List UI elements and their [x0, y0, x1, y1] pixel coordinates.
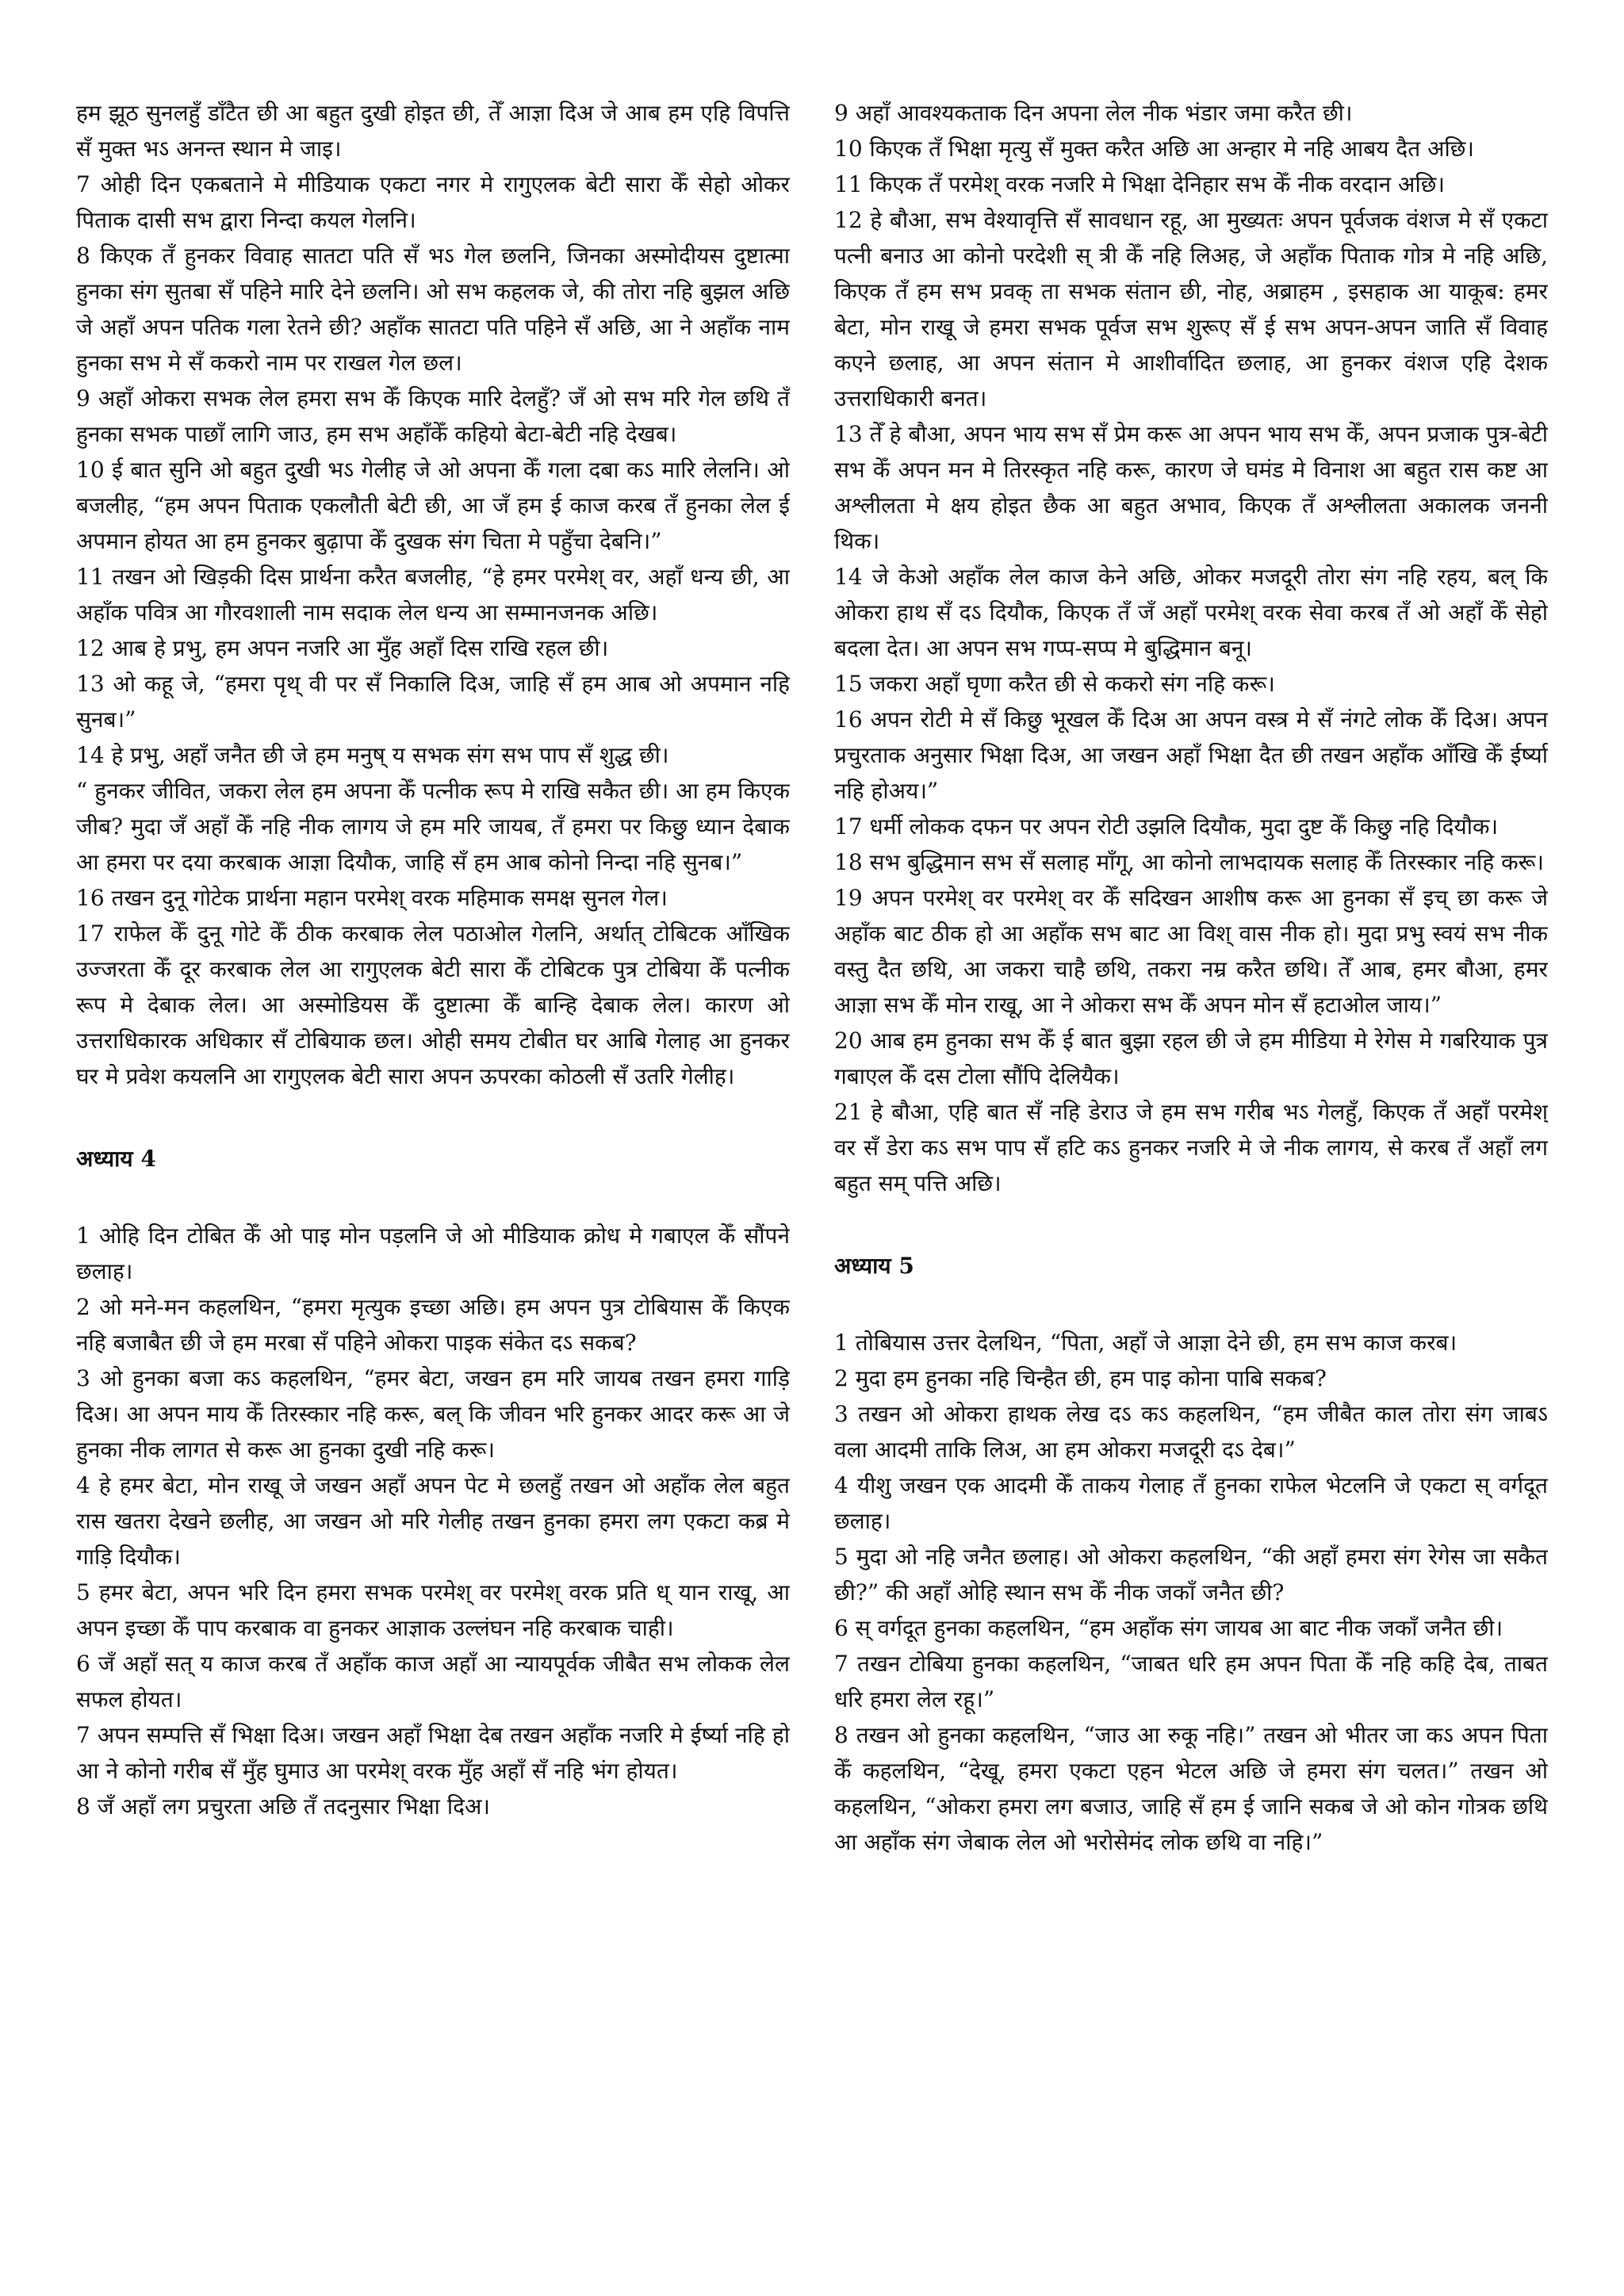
verse-paragraph: 11 तखन ओ खिड़की दिस प्रार्थना करैत बजलीह, “हे हमर परमेश् वर, अहाँ धन्य छी, आ अहाँक पवित्र आ गौरवशाली नाम सदाक लेल धन्य आ सम्मानजनक अछि। — [76, 564, 790, 626]
verse-paragraph: हम झूठ सुनलहुँ डाँटैत छी आ बहुत दुखी होइत छी, तेँ आज्ञा दिअ जे आब हम एहि विपत्ति सँ मुक्त भऽ अनन्त स्थान मे जाइ। — [76, 100, 790, 162]
verse-paragraph: 8 किएक तँ हुनकर विवाह सातटा पति सँ भऽ गेल छलनि, जिनका अस्मोदीयस दुष्टात्मा हुनका संग सुतबा सँ पहिने मारि देने छलनि। ओ सभ कहलक जे, की तोरा नहि बुझल अछि जे अहाँ अपन पतिक गला रेतने छी? अहाँक सातटा पति पहिने सँ अछि, आ ने अहाँक नाम हुनका सभ मे सँ ककरो नाम पर राखल गेल छल। — [76, 243, 790, 376]
verse-paragraph: 19 अपन परमेश् वर परमेश् वर केँ सदिखन आशीष करू आ हुनका सँ इच् छा करू जे अहाँक बाट ठीक हो आ अहाँक सभ बाट आ विश् वास नीक हो। मुदा प्रभु स्वयं सभ नीक वस्तु दैत छथि, आ जकरा चाहै छथि, तकरा नम्र करैत छथि। तेँ आब, हमर बौआ, हमर आज्ञा सभ केँ मोन राखू, आ ने ओकरा सभ केँ अपन मोन सँ हटाओल जाय।” — [834, 885, 1548, 1018]
verse-paragraph: 9 अहाँ आवश्यकताक दिन अपना लेल नीक भंडार जमा करैत छी। — [834, 100, 1353, 126]
chapter-heading: अध्याय 4 — [76, 1146, 156, 1172]
verse-paragraph: 3 तखन ओ ओकरा हाथक लेख दऽ कऽ कहलथिन, “हम जीबैत काल तोरा संग जाबऽ वला आदमी ताकि लिअ, आ हम ओकरा मजदूरी दऽ देब।” — [834, 1401, 1548, 1463]
verse-paragraph: 8 तखन ओ हुनका कहलथिन, “जाउ आ रुकू नहि।” तखन ओ भीतर जा कऽ अपन पिता केँ कहलथिन, “देखू, हमरा एकटा एहन भेटल अछि जे हमरा संग चलत।” तखन ओ कहलथिन, “ओकरा हमरा लग बजाउ, जाहि सँ हम ई जानि सकब जे ओ कोन गोत्रक छथि आ अहाँक संग जेबाक लेल ओ भरोसेमंद लोक छथि वा नहि।” — [834, 1722, 1548, 1855]
verse-paragraph: 16 तखन दुनू गोटेक प्रार्थना महान परमेश् वरक महिमाक समक्ष सुनल गेल। — [76, 885, 668, 911]
verse-paragraph: 13 ओ कहू जे, “हमरा पृथ् वी पर सँ निकालि दिअ, जाहि सँ हम आब ओ अपमान नहि सुनब।” — [76, 671, 790, 733]
verse-paragraph: 6 जँ अहाँ सत् य काज करब तँ अहाँक काज अहाँ आ न्यायपूर्वक जीबैत सभ लोकक लेल सफल होयत। — [76, 1651, 790, 1712]
verse-paragraph: 15 जकरा अहाँ घृणा करैत छी से ककरो संग नहि करू। — [834, 671, 1275, 697]
verse-paragraph: 2 मुदा हम हुनका नहि चिन्हैत छी, हम पाइ कोना पाबि सकब? — [834, 1365, 1327, 1391]
verse-paragraph: 5 हमर बेटा, अपन भरि दिन हमरा सभक परमेश् वर परमेश् वरक प्रति ध् यान राखू, आ अपन इच्छा केँ पाप करबाक वा हुनकर आज्ञाक उल्लंघन नहि करबाक चाही। — [76, 1579, 790, 1641]
right-column — [834, 95, 1548, 2252]
verse-paragraph: 6 स् वर्गदूत हुनका कहलथिन, “हम अहाँक संग जायब आ बाट नीक जकाँ जनैत छी। — [834, 1615, 1503, 1641]
verse-paragraph: 4 हे हमर बेटा, मोन राखू जे जखन अहाँ अपन पेट मे छलहुँ तखन ओ अहाँक लेल बहुत रास खतरा देखने छलीह, आ जखन ओ मरि गेलीह तखन हुनका हमरा लग एकटा कब्र मे गाड़ि दियौक। — [76, 1472, 790, 1570]
page — [76, 95, 1548, 2252]
verse-paragraph: 2 ओ मने-मन कहलथिन, “हमरा मृत्युक इच्छा अछि। हम अपन पुत्र टोबियास केँ किएक नहि बजाबैत छी जे हम मरबा सँ पहिने ओकरा पाइक संकेत दऽ सकब? — [76, 1294, 790, 1356]
verse-paragraph: 18 सभ बुद्धिमान सभ सँ सलाह माँगू, आ कोनो लाभदायक सलाह केँ तिरस्कार नहि करू। — [834, 849, 1545, 875]
verse-paragraph: 21 हे बौआ, एहि बात सँ नहि डेराउ जे हम सभ गरीब भऽ गेलहुँ, किएक तँ अहाँ परमेश् वर सँ डेरा कऽ सभ पाप सँ हटि कऽ हुनकर नजरि मे जे नीक लागय, से करब तँ अहाँ लग बहुत सम् पत्ति अछि। — [834, 1099, 1548, 1196]
verse-paragraph: 17 धर्मी लोकक दफन पर अपन रोटी उझलि दियौक, मुदा दुष्ट केँ किछु नहि दियौक। — [834, 813, 1499, 840]
verse-paragraph: 20 आब हम हुनका सभ केँ ई बात बुझा रहल छी जे हम मीडिया मे रेगेस मे गबरियाक पुत्र गबाएल केँ दस टोला सौंपि देलियैक। — [834, 1027, 1548, 1089]
verse-paragraph: 12 आब हे प्रभु, हम अपन नजरि आ मुँह अहाँ दिस राखि रहल छी। — [76, 635, 609, 661]
verse-paragraph: 7 ओही दिन एकबताने मे मीडियाक एकटा नगर मे रागुएलक बेटी सारा केँ सेहो ओकर पिताक दासी सभ द्वारा निन्दा कयल गेलनि। — [76, 171, 790, 233]
verse-paragraph: 12 हे बौआ, सभ वेश्यावृत्ति सँ सावधान रहू, आ मुख्यतः अपन पूर्वजक वंशज मे सँ एकटा पत्नी बनाउ आ कोनो परदेशी स् त्री केँ नहि लिअह, जे अहाँक पिताक गोत्र मे नहि अछि, किएक तँ हम सभ प्रवक् ता सभक संतान छी, नोह, अब्राहम , इसहाक आ याकूब: हमर बेटा, मोन राखू जे हमरा सभक पूर्वज सभ शुरूए सँ ई सभ अपन-अपन जाति सँ विवाह कएने छलाह, आ अपन संतान मे आशीर्वादित छलाह, आ हुनकर वंशज एहि देशक उत्तराधिकारी बनत। — [834, 207, 1548, 411]
verse-paragraph: “ हुनकर जीवित, जकरा लेल हम अपना केँ पत्नीक रूप मे राखि सकैत छी। आ हम किएक जीब? मुदा जँ अहाँ केँ नहि नीक लागय जे हम मरि जायब, तँ हमरा पर किछु ध्यान देबाक आ हमरा पर दया करबाक आज्ञा दियौक, जाहि सँ हम आब कोनो निन्दा नहि सुनब।” — [76, 778, 790, 875]
verse-paragraph: 14 हे प्रभु, अहाँ जनैत छी जे हम मनुष् य सभक संग सभ पाप सँ शुद्ध छी। — [76, 742, 669, 768]
verse-paragraph: 5 मुदा ओ नहि जनैत छलाह। ओ ओकरा कहलथिन, “की अहाँ हमरा संग रेगेस जा सकैत छी?” की अहाँ ओहि स्थान सभ केँ नीक जकाँ जनैत छी? — [834, 1544, 1548, 1605]
verse-paragraph: 9 अहाँ ओकरा सभक लेल हमरा सभ केँ किएक मारि देलहुँ? जँ ओ सभ मरि गेल छथि तँ हुनका सभक पाछाँ लागि जाउ, हम सभ अहाँकेँ कहियो बेटा-बेटी नहि देखब। — [76, 385, 790, 447]
verse-paragraph: 4 यीशु जखन एक आदमी केँ ताकय गेलाह तँ हुनका राफेल भेटलनि जे एकटा स् वर्गदूत छलाह। — [834, 1472, 1548, 1534]
verse-paragraph: 7 अपन सम्पत्ति सँ भिक्षा दिअ। जखन अहाँ भिक्षा देब तखन अहाँक नजरि मे ईर्ष्या नहि हो आ ने कोनो गरीब सँ मुँह घुमाउ आ परमेश् वरक मुँह अहाँ सँ नहि भंग होयत। — [76, 1722, 790, 1784]
verse-paragraph: 13 तेँ हे बौआ, अपन भाय सभ सँ प्रेम करू आ अपन भाय सभ केँ, अपन प्रजाक पुत्र-बेटी सभ केँ अपन मन मे तिरस्कृत नहि करू, कारण जे घमंड मे विनाश आ बहुत रास कष्ट आ अश्लीलता मे क्षय होइत छैक आ बहुत अभाव, किएक तँ अश्लीलता अकालक जननी थिक। — [834, 421, 1548, 554]
chapter-heading: अध्याय 5 — [834, 1253, 914, 1279]
left-column — [76, 95, 790, 2252]
verse-paragraph: 8 जँ अहाँ लग प्रचुरता अछि तँ तदनुसार भिक्षा दिअ। — [76, 1793, 490, 1820]
verse-paragraph: 17 राफेल केँ दुनू गोटे केँ ठीक करबाक लेल पठाओल गेलनि, अर्थात् टोबिटक आँखिक उज्जरता केँ दूर करबाक लेल आ रागुएलक बेटी सारा केँ टोबिटक पुत्र टोबिया केँ पत्नीक रूप मे देबाक लेल। आ अस्मोडियस केँ दुष्टात्मा केँ बान्हि देबाक लेल। कारण ओ उत्तराधिकारक अधिकार सँ टोबियाक छल। ओही समय टोबीत घर आबि गेलाह आ हुनकर घर मे प्रवेश कयलनि आ रागुएलक बेटी सारा अपन ऊपरका कोठली सँ उतरि गेलीह। — [76, 920, 790, 1089]
verse-paragraph: 10 किएक तँ भिक्षा मृत्यु सँ मुक्त करैत अछि आ अन्हार मे नहि आबय दैत अछि। — [834, 136, 1474, 162]
verse-paragraph: 16 अपन रोटी मे सँ किछु भूखल केँ दिअ आ अपन वस्त्र मे सँ नंगटे लोक केँ दिअ। अपन प्रचुरताक अनुसार भिक्षा दिअ, आ जखन अहाँ भिक्षा दैत छी तखन अहाँक आँखि केँ ईर्ष्या नहि होअय।” — [834, 706, 1548, 804]
verse-paragraph: 10 ई बात सुनि ओ बहुत दुखी भऽ गेलीह जे ओ अपना केँ गला दबा कऽ मारि लेलनि। ओ बजलीह, “हम अपन पिताक एकलौती बेटी छी, आ जँ हम ई काज करब तँ हुनका लेल ई अपमान होयत आ हम हुनकर बुढ़ापा केँ दुखक संग चिता मे पहुँचा देबनि।” — [76, 457, 790, 554]
verse-paragraph: 11 किएक तँ परमेश् वरक नजरि मे भिक्षा देनिहार सभ केँ नीक वरदान अछि। — [834, 171, 1445, 197]
verse-paragraph: 7 तखन टोबिया हुनका कहलथिन, “जाबत धरि हम अपन पिता केँ नहि कहि देब, ताबत धरि हमरा लेल रहू।” — [834, 1651, 1548, 1712]
verse-paragraph: 3 ओ हुनका बजा कऽ कहलथिन, “हमर बेटा, जखन हम मरि जायब तखन हमरा गाड़ि दिअ। आ अपन माय केँ तिरस्कार नहि करू, बल् कि जीवन भरि हुनकर आदर करू आ जे हुनका नीक लागत से करू आ हुनका दुखी नहि करू। — [76, 1365, 790, 1463]
verse-paragraph: 1 ओहि दिन टोबित केँ ओ पाइ मोन पड़लनि जे ओ मीडियाक क्रोध मे गबाएल केँ सौंपने छलाह। — [76, 1223, 790, 1284]
verse-paragraph: 1 तोबियास उत्तर देलथिन, “पिता, अहाँ जे आज्ञा देने छी, हम सभ काज करब। — [834, 1330, 1457, 1356]
verse-paragraph: 14 जे केओ अहाँक लेल काज केने अछि, ओकर मजदूरी तोरा संग नहि रहय, बल् कि ओकरा हाथ सँ दऽ दियौक, किएक तँ जँ अहाँ परमेश् वरक सेवा करब तँ ओ अहाँ केँ सेहो बदला देत। आ अपन सभ गप्प-सप्प मे बुद्धिमान बनू। — [834, 564, 1548, 661]
